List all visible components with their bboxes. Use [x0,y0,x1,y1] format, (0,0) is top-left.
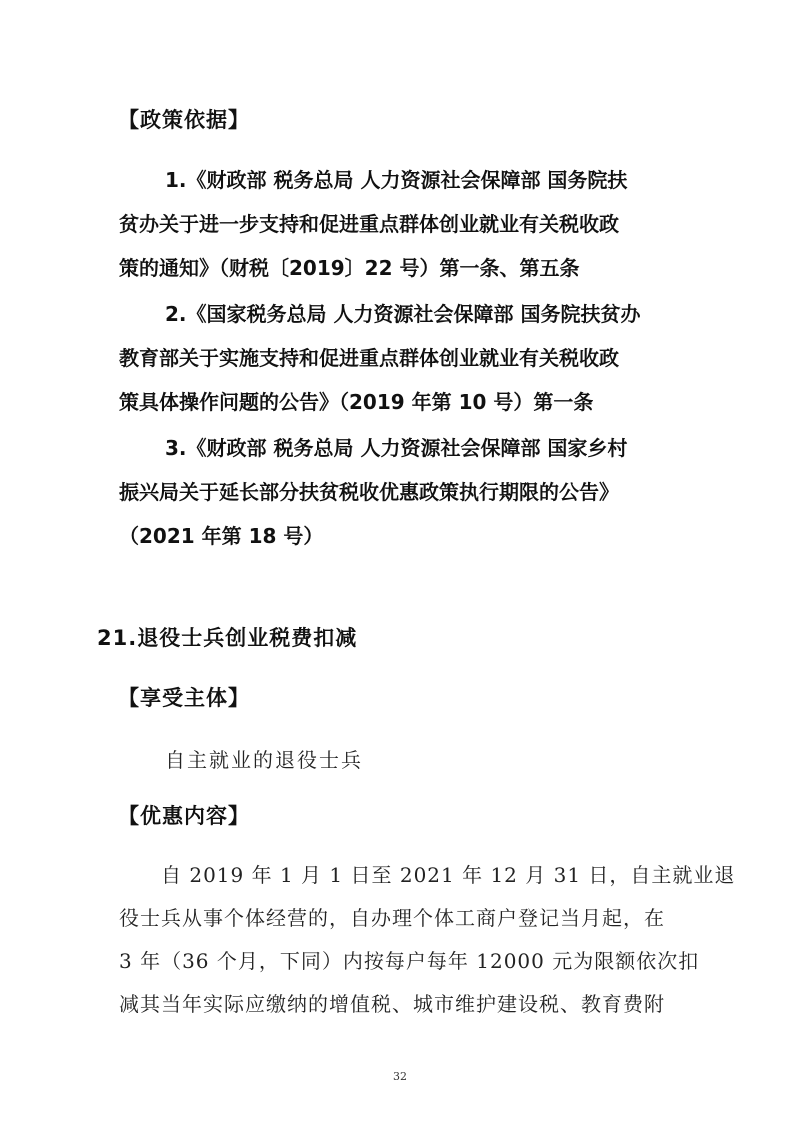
page-number: 32 [393,1070,407,1083]
beneficiary-heading: 【享受主体】 [118,686,250,710]
benefit-line-3: 3 年（36 个月，下同）内按每户每年 12000 元为限额依次扣 [119,949,700,973]
policy-item-3-line-3: （2021 年第 18 号） [119,524,324,548]
section-title: 21.退役士兵创业税费扣减 [97,626,358,650]
policy-item-3-line-1: 3.《财政部 税务总局 人力资源社会保障部 国家乡村 [165,436,628,460]
policy-item-2-line-1: 2.《国家税务总局 人力资源社会保障部 国务院扶贫办 [165,302,641,326]
beneficiary-text: 自主就业的退役士兵 [165,748,363,772]
policy-basis-heading: 【政策依据】 [118,108,250,132]
benefit-content [119,854,736,1026]
policy-item-2-line-2: 教育部关于实施支持和促进重点群体创业就业有关税收政 [119,346,619,370]
benefit-line-1: 自 2019 年 1 月 1 日至 2021 年 12 月 31 日，自主就业退 [119,863,736,887]
policy-item-3-line-2: 振兴局关于延长部分扶贫税收优惠政策执行期限的公告》 [119,480,619,504]
benefit-heading: 【优惠内容】 [118,804,250,828]
policy-item-1 [119,158,689,290]
policy-item-1-line-2: 贫办关于进一步支持和促进重点群体创业就业有关税收政 [119,212,619,236]
benefit-line-2: 役士兵从事个体经营的，自办理个体工商户登记当月起，在 [119,906,665,930]
policy-item-3 [119,426,689,558]
benefit-line-4: 减其当年实际应缴纳的增值税、城市维护建设税、教育费附 [119,992,665,1016]
policy-item-1-line-1: 1.《财政部 税务总局 人力资源社会保障部 国务院扶 [165,168,628,192]
policy-item-2 [119,292,689,424]
policy-item-1-line-3: 策的通知》（财税〔2019〕22 号）第一条、第五条 [119,256,580,280]
policy-item-2-line-3: 策具体操作问题的公告》（2019 年第 10 号）第一条 [119,390,594,414]
